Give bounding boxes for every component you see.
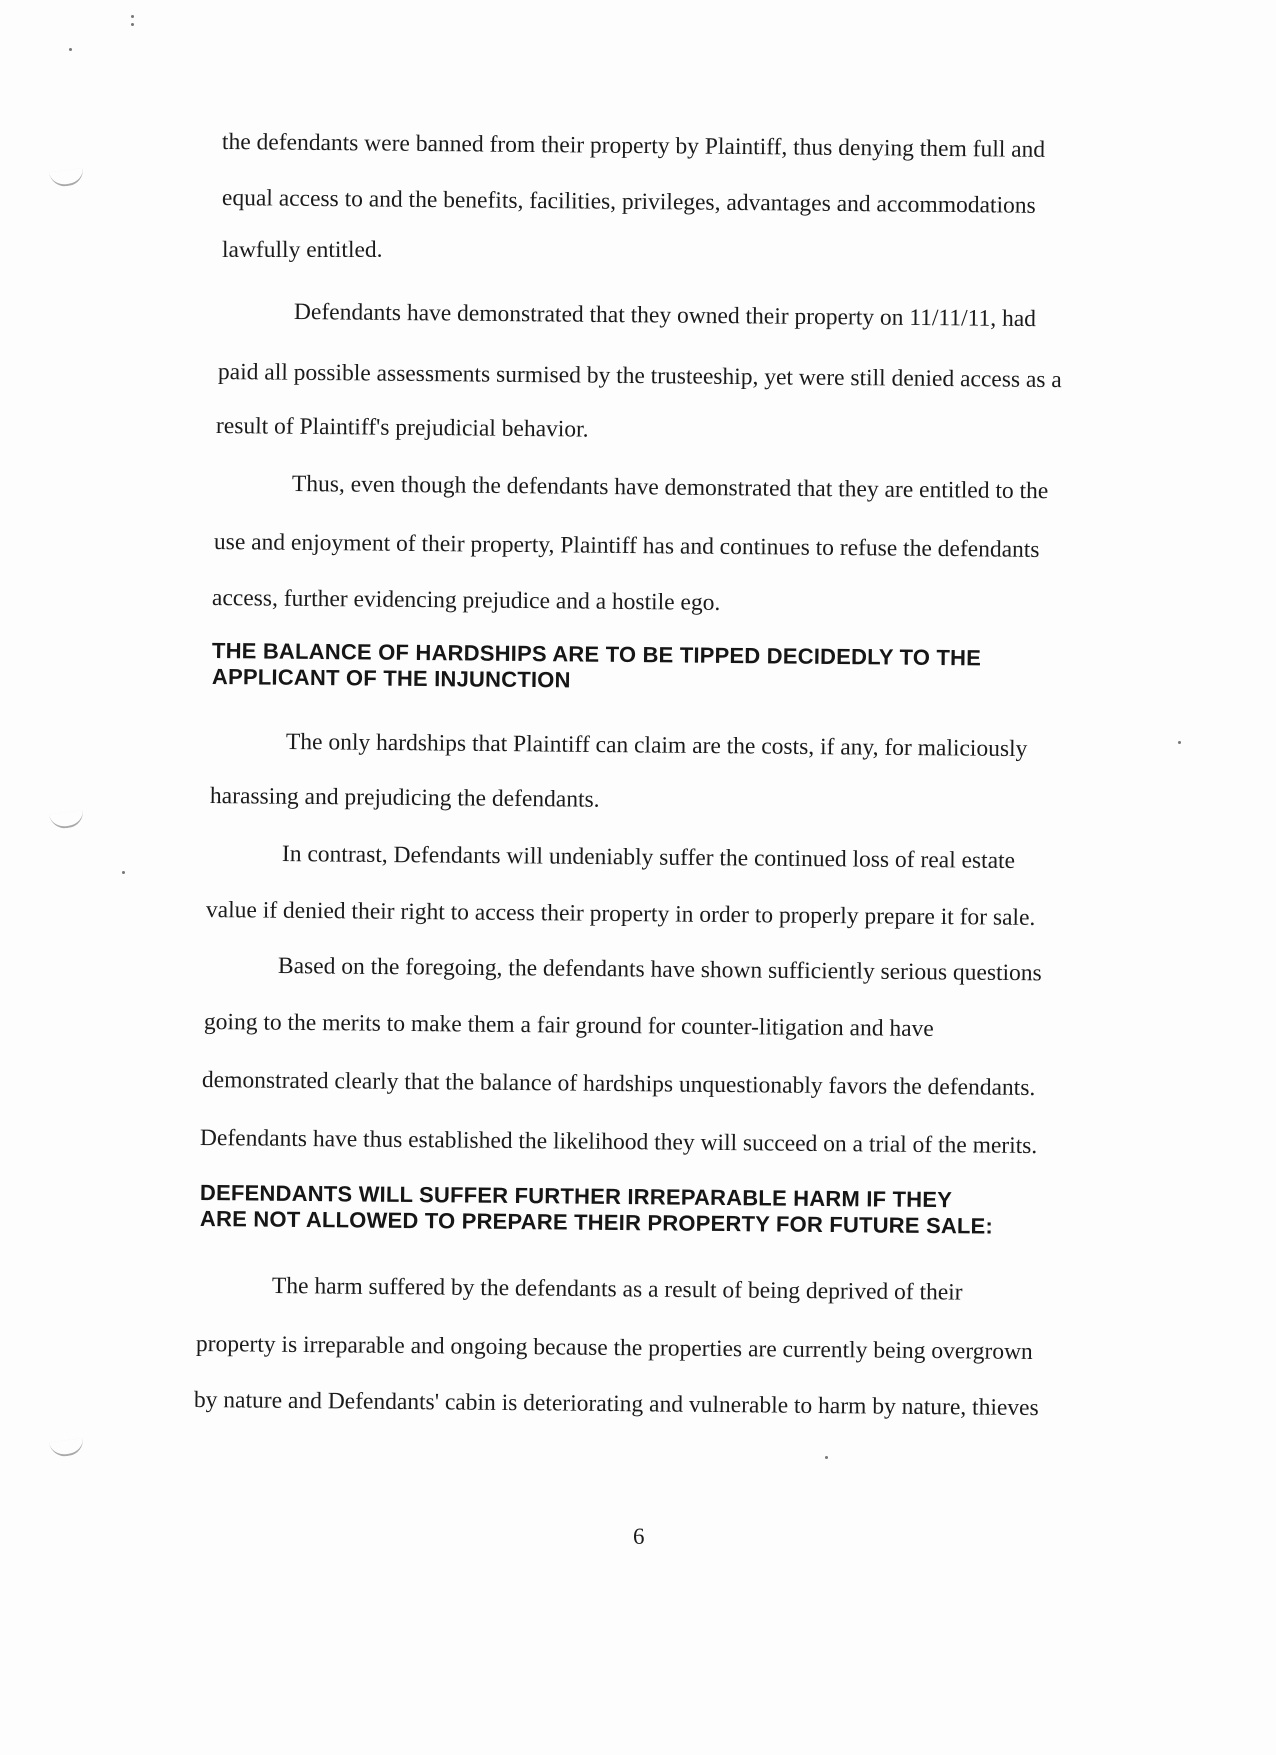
body-line: Thus, even though the defendants have demonstrated that they are entitled to the <box>291 471 1049 505</box>
body-line: Defendants have demonstrated that they owned their property on 11/11/11, had <box>293 299 1037 333</box>
body-line: use and enjoyment of their property, Plaintiff has and continues to refuse the defendants <box>213 529 1040 563</box>
scan-speck <box>131 23 134 26</box>
body-line: the defendants were banned from their property by Plaintiff, thus denying them full and <box>221 129 1046 163</box>
body-line: In contrast, Defendants will undeniably suffer the continued loss of real estate <box>281 841 1016 875</box>
body-line: harassing and prejudicing the defendants. <box>209 783 600 813</box>
scan-speck <box>122 871 125 874</box>
section-heading-line: ARE NOT ALLOWED TO PREPARE THEIR PROPERTY FOR FUTURE SALE: <box>199 1206 994 1239</box>
body-line: The only hardships that Plaintiff can claim are the costs, if any, for maliciously <box>285 729 1028 763</box>
punch-hole-top <box>49 168 85 189</box>
body-line: paid all possible assessments surmised by the trusteeship, yet were still denied access as a <box>217 359 1062 394</box>
body-line: value if denied their right to access their property in order to properly prepare it for sale. <box>205 897 1036 931</box>
section-heading-line: APPLICANT OF THE INJUNCTION <box>211 664 571 693</box>
scan-speck <box>69 48 72 51</box>
scan-speck <box>131 15 134 18</box>
body-line: access, further evidencing prejudice and a hostile ego. <box>211 585 721 616</box>
body-line: by nature and Defendants' cabin is deteriorating and vulnerable to harm by nature, thieves <box>193 1387 1039 1422</box>
body-line: equal access to and the benefits, facilities, privileges, advantages and accommodations <box>221 185 1036 219</box>
section-heading-line: THE BALANCE OF HARDSHIPS ARE TO BE TIPPED DECIDEDLY TO THE <box>211 638 982 671</box>
scan-speck <box>1178 741 1181 744</box>
body-line: Defendants have thus established the likelihood they will succeed on a trial of the merits. <box>199 1125 1038 1160</box>
body-line: Based on the foregoing, the defendants have shown sufficiently serious questions <box>277 953 1042 987</box>
punch-hole-middle <box>49 810 85 831</box>
punch-hole-bottom <box>49 1438 85 1459</box>
body-line: result of Plaintiff's prejudicial behavior. <box>215 413 589 443</box>
body-line: demonstrated clearly that the balance of hardships unquestionably favors the defendants. <box>201 1067 1036 1101</box>
body-line: lawfully entitled. <box>222 237 383 263</box>
scan-speck <box>825 1456 828 1459</box>
body-line: going to the merits to make them a fair ground for counter-litigation and have <box>203 1009 934 1043</box>
body-line: property is irreparable and ongoing because the properties are currently being overgrown <box>195 1331 1033 1366</box>
page-number: 6 <box>633 1524 645 1549</box>
section-heading-line: DEFENDANTS WILL SUFFER FURTHER IRREPARABLE HARM IF THEY <box>199 1180 953 1213</box>
body-line: The harm suffered by the defendants as a result of being deprived of their <box>271 1273 963 1306</box>
